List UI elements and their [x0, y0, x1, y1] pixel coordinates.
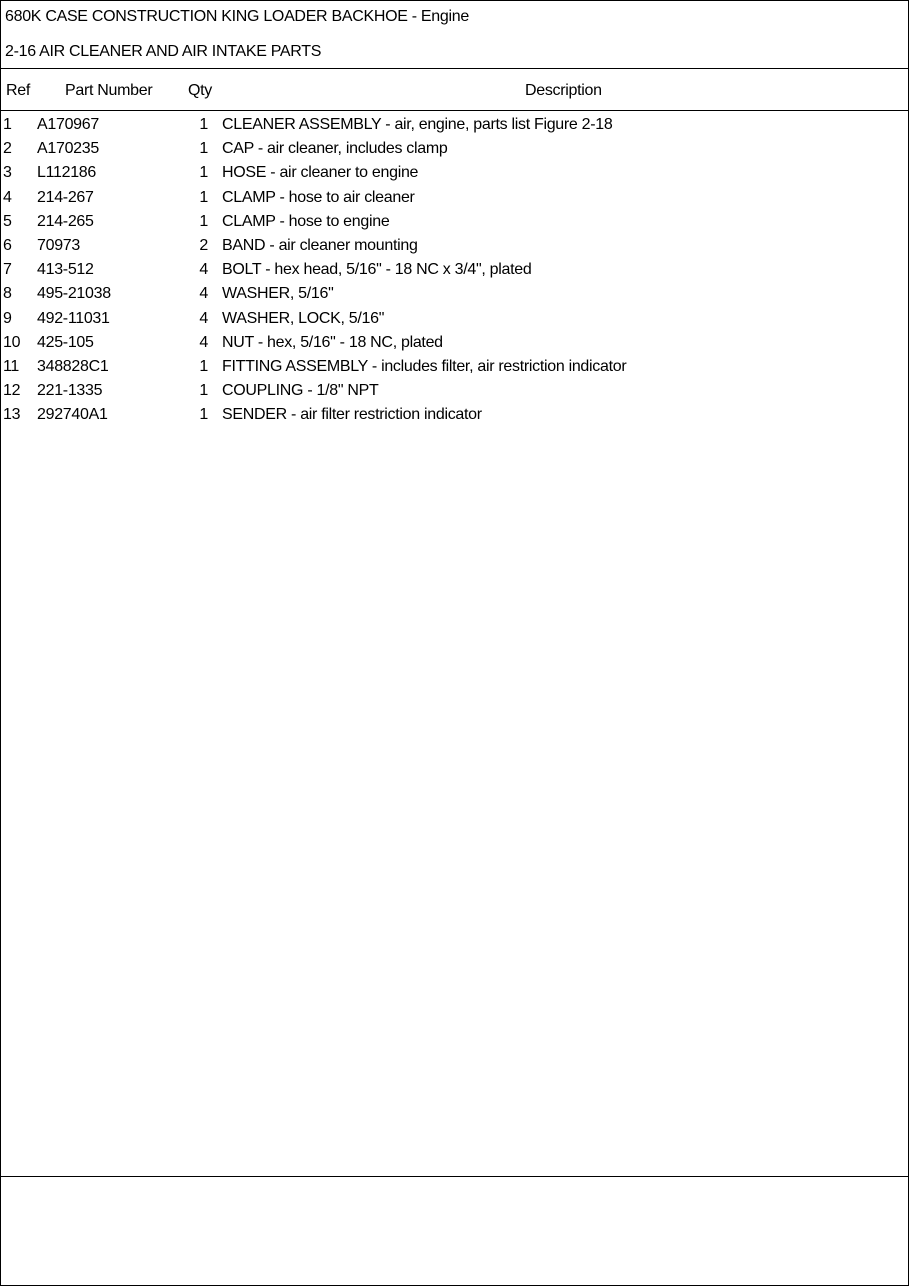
ref-cell: 4 [3, 188, 12, 206]
ref-cell: 3 [3, 164, 12, 182]
description-cell: HOSE - air cleaner to engine [222, 164, 419, 182]
description-cell: WASHER, LOCK, 5/16" [222, 309, 385, 327]
ref-cell: 13 [3, 406, 21, 424]
description-cell: BOLT - hex head, 5/16" - 18 NC x 3/4", plated [222, 261, 532, 279]
table-row [0, 310, 908, 334]
part-number-cell: 221-1335 [37, 382, 103, 400]
description-cell: NUT - hex, 5/16" - 18 NC, plated [222, 333, 443, 351]
ref-cell: 1 [3, 116, 12, 133]
qty-cell: 1 [199, 188, 208, 206]
description-cell: WASHER, 5/16" [222, 285, 334, 303]
ref-cell: 5 [3, 212, 12, 230]
description-cell: FITTING ASSEMBLY - includes filter, air restriction indicator [222, 357, 627, 375]
part-number-cell: 495-21038 [37, 285, 111, 303]
part-number-cell: 413-512 [37, 261, 94, 279]
table-row [0, 140, 908, 164]
table-row [0, 382, 908, 406]
part-number-cell: 70973 [37, 236, 80, 254]
description-cell: CLAMP - hose to air cleaner [222, 188, 415, 206]
ref-cell: 11 [3, 357, 20, 375]
ref-cell: 2 [3, 140, 12, 158]
description-cell: BAND - air cleaner mounting [222, 236, 418, 254]
table-row [0, 116, 908, 140]
description-cell: SENDER - air filter restriction indicator [222, 406, 482, 424]
parts-table [0, 116, 908, 430]
table-row [0, 261, 908, 285]
table-row [0, 358, 908, 382]
qty-cell: 1 [199, 164, 208, 182]
column-header-ref: Ref [6, 82, 30, 99]
description-cell: CAP - air cleaner, includes clamp [222, 140, 448, 158]
table-row [0, 406, 908, 430]
description-cell: COUPLING - 1/8" NPT [222, 382, 379, 400]
qty-cell: 1 [199, 406, 208, 424]
section-title: 2-16 AIR CLEANER AND AIR INTAKE PARTS [5, 43, 322, 60]
model-title: 680K CASE CONSTRUCTION KING LOADER BACKHOE - Engine [5, 8, 469, 25]
qty-cell: 2 [199, 236, 208, 254]
ref-cell: 7 [3, 261, 12, 279]
part-number-cell: 425-105 [37, 333, 94, 351]
part-number-cell: L112186 [37, 164, 97, 182]
qty-cell: 1 [199, 357, 208, 375]
part-number-cell: A170967 [37, 116, 99, 133]
part-number-cell: 492-11031 [37, 309, 110, 327]
ref-cell: 9 [3, 309, 12, 327]
part-number-cell: 348828C1 [37, 357, 109, 375]
divider-columns [0, 110, 908, 111]
part-number-cell: A170235 [37, 140, 99, 158]
qty-cell: 1 [199, 382, 208, 400]
description-cell: CLAMP - hose to engine [222, 212, 390, 230]
qty-cell: 4 [199, 333, 208, 351]
column-header-part-number: Part Number [65, 82, 153, 99]
qty-cell: 1 [199, 140, 208, 158]
part-number-cell: 214-265 [37, 212, 94, 230]
table-row [0, 189, 908, 213]
column-header-description: Description [525, 82, 602, 99]
qty-cell: 4 [199, 309, 208, 327]
column-header-qty: Qty [188, 82, 212, 99]
qty-cell: 1 [199, 212, 208, 230]
ref-cell: 12 [3, 382, 21, 400]
divider-header [0, 68, 908, 69]
table-row [0, 164, 908, 188]
description-cell: CLEANER ASSEMBLY - air, engine, parts list Figure 2-18 [222, 116, 613, 133]
ref-cell: 6 [3, 236, 12, 254]
divider-footer [0, 1176, 908, 1177]
part-number-cell: 214-267 [37, 188, 94, 206]
part-number-cell: 292740A1 [37, 406, 108, 424]
table-row [0, 285, 908, 309]
table-row [0, 213, 908, 237]
ref-cell: 8 [3, 285, 12, 303]
table-row [0, 237, 908, 261]
ref-cell: 10 [3, 333, 21, 351]
qty-cell: 1 [199, 116, 208, 133]
qty-cell: 4 [199, 285, 208, 303]
table-row [0, 334, 908, 358]
qty-cell: 4 [199, 261, 208, 279]
